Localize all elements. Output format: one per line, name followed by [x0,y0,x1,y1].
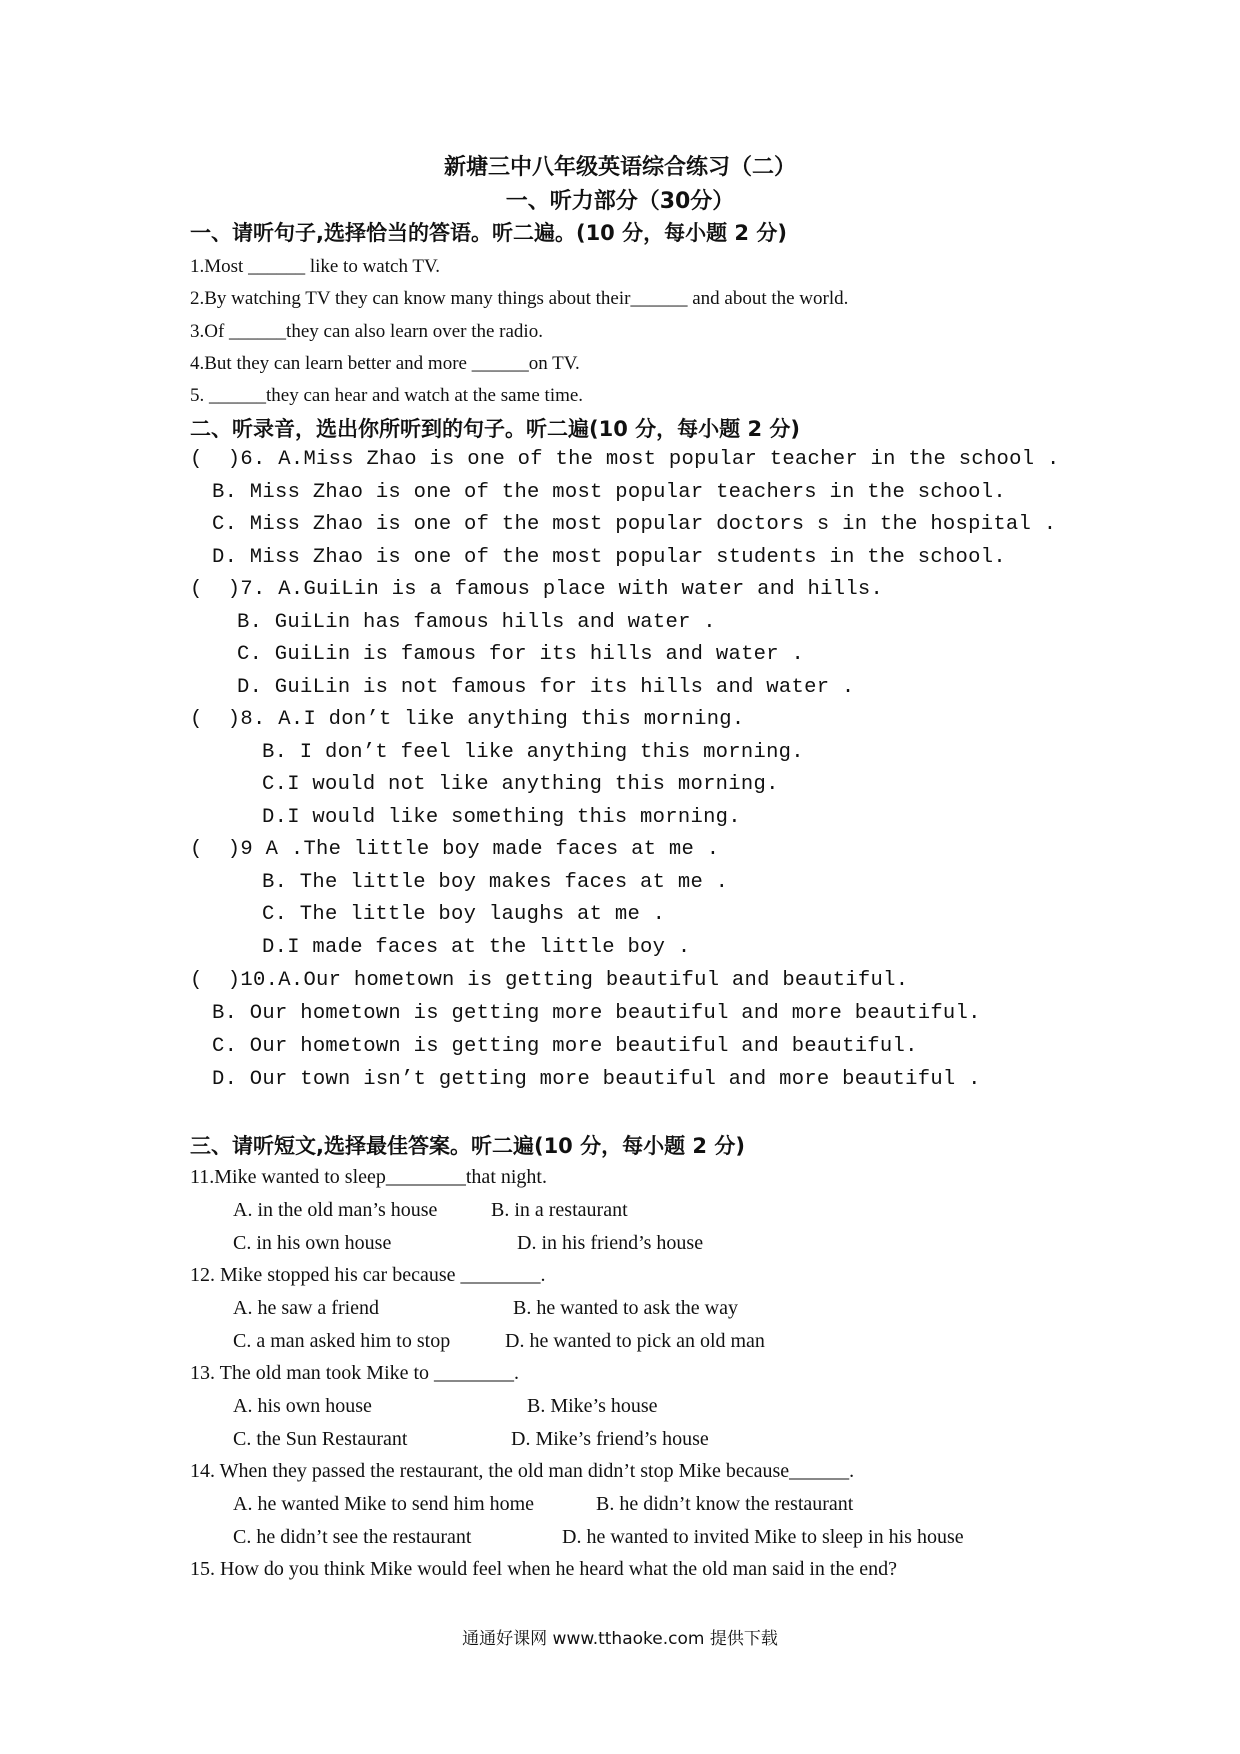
question-stem: 11.Mike wanted to sleep________that night. [190,1166,547,1188]
option-b: B. he didn’t know the restaurant [596,1493,854,1515]
option-b: B. Miss Zhao is one of the most popular teachers in the school. [212,481,1006,504]
option-d: D. in his friend’s house [517,1232,704,1254]
question-number: 6. [240,448,279,471]
option-b: B. he wanted to ask the way [513,1297,738,1319]
option-c: C. the Sun Restaurant [233,1428,408,1450]
option-b: B. in a restaurant [491,1199,628,1221]
question-line [190,578,883,601]
option-a: A.GuiLin is a famous place with water and hills. [278,578,884,601]
question-line [190,448,1060,471]
option-a: A.Miss Zhao is one of the most popular teacher in the school . [278,448,1060,471]
answer-paren: ( ) [190,969,241,992]
option-c: C. Our hometown is getting more beautiful and beautiful. [212,1035,918,1058]
option-b: B. I don’t feel like anything this morning. [262,741,804,764]
page-subtitle: 一、听力部分（30分） [505,189,735,214]
section1-item: 1.Most ______ like to watch TV. [190,256,440,277]
footer-source: 通通好课网 www.tthaoke.com 提供下载 [462,1629,778,1649]
question-stem: 14. When they passed the restaurant, the old man didn’t stop Mike because______. [190,1460,855,1482]
option-c: C. Miss Zhao is one of the most popular doctors s in the hospital . [212,513,1057,536]
section1-item: 4.But they can learn better and more ______on TV. [190,353,580,374]
answer-paren: ( ) [190,708,241,731]
question-number: 8. [240,708,279,731]
option-b: B. The little boy makes faces at me . [262,871,729,894]
option-d: D. Mike’s friend’s house [511,1428,709,1450]
option-d: D. GuiLin is not famous for its hills and water . [237,676,855,699]
option-d: D. Our town isn’t getting more beautiful and more beautiful . [212,1068,981,1091]
option-a: A. he saw a friend [233,1297,380,1319]
answer-paren: ( ) [190,448,241,471]
option-d: D.I made faces at the little boy . [262,936,691,959]
option-a: A. in the old man’s house [233,1199,438,1221]
section1-item: 5. ______they can hear and watch at the same time. [190,385,584,406]
question-number: 10. [240,969,279,992]
option-a: A.Our hometown is getting beautiful and beautiful. [278,969,909,992]
question-line [190,708,745,731]
option-d: D. he wanted to invited Mike to sleep in his house [562,1526,964,1548]
option-a: A. his own house [233,1395,372,1417]
answer-paren: ( ) [190,578,241,601]
option-b: B. Our hometown is getting more beautiful and more beautiful. [212,1002,981,1025]
option-d: D. he wanted to pick an old man [505,1330,765,1352]
option-c: C. GuiLin is famous for its hills and water . [237,643,805,666]
option-c: C. he didn’t see the restaurant [233,1526,472,1548]
section1-item: 3.Of ______they can also learn over the radio. [190,321,543,342]
option-c: C.I would not like anything this morning. [262,773,779,796]
option-a: A .The little boy made faces at me . [265,838,720,861]
section1-heading: 一、请听句子,选择恰当的答语。听二遍。(10 分，每小题 2 分) [190,221,787,245]
option-d: D. Miss Zhao is one of the most popular students in the school. [212,546,1006,569]
question-stem: 13. The old man took Mike to ________. [190,1362,520,1384]
option-b: B. Mike’s house [527,1395,658,1417]
page-title: 新塘三中八年级英语综合练习（二） [443,155,796,180]
answer-paren: ( ) [190,838,241,861]
option-a: A.I don’t like anything this morning. [278,708,745,731]
question-line [190,838,719,861]
section1-item: 2.By watching TV they can know many things about their______ and about the world. [190,288,849,309]
section2-heading: 二、听录音，选出你所听到的句子。听二遍(10 分，每小题 2 分) [190,417,800,441]
question-stem: 15. How do you think Mike would feel when he heard what the old man said in the end? [190,1558,898,1580]
question-number: 7. [240,578,279,601]
question-line [190,969,908,992]
option-b: B. GuiLin has famous hills and water . [237,611,716,634]
option-d: D.I would like something this morning. [262,806,741,829]
question-stem: 12. Mike stopped his car because ________. [190,1264,546,1286]
question-number: 9 [240,838,266,861]
option-c: C. The little boy laughs at me . [262,903,666,926]
option-a: A. he wanted Mike to send him home [233,1493,535,1515]
option-c: C. in his own house [233,1232,392,1254]
section3-heading: 三、请听短文,选择最佳答案。听二遍(10 分，每小题 2 分) [190,1134,745,1158]
option-c: C. a man asked him to stop [233,1330,451,1352]
